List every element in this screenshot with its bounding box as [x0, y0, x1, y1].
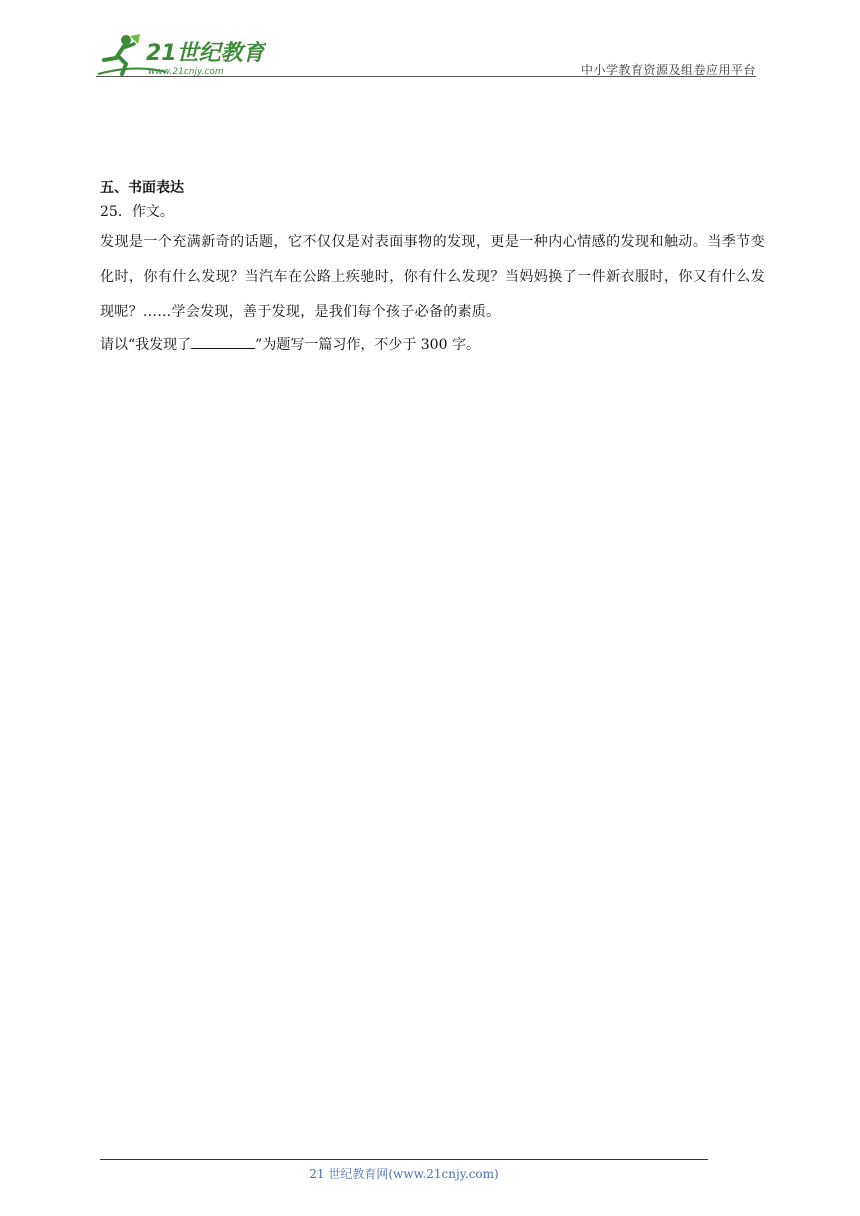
prompt-text-after: ”为题写一篇习作，不少于 300 字。	[255, 337, 480, 353]
title-blank	[191, 334, 255, 349]
runner-logo-icon	[96, 30, 266, 78]
logo-url-text: www.21cnjy.com	[148, 67, 224, 77]
prompt-text-before: 请以“我发现了	[100, 337, 192, 353]
footer-divider	[100, 1159, 708, 1160]
page-header	[96, 30, 756, 80]
question-number: 25．作文。	[100, 204, 174, 220]
site-logo	[96, 30, 266, 78]
question-paragraph: 发现是一个充满新奇的话题，它不仅仅是对表面事物的发现，更是一种内心情感的发现和触动。当季节变化时，你有什么发现？当汽车在公路上疾驰时，你有什么发现？当妈妈换了一件新衣服时，你又有什么发现呢？……学会发现，善于发现，是我们每个孩子必备的素质。	[100, 234, 765, 320]
logo-wordmark: 21世纪教育	[146, 41, 265, 66]
document-body	[100, 177, 765, 360]
footer-text: 21 世纪教育网(www.21cnjy.com)	[309, 1167, 499, 1181]
section-title: 五、书面表达	[100, 180, 184, 196]
header-divider	[96, 76, 756, 77]
platform-name: 中小学教育资源及组卷应用平台	[580, 63, 756, 77]
writing-prompt	[100, 330, 765, 360]
